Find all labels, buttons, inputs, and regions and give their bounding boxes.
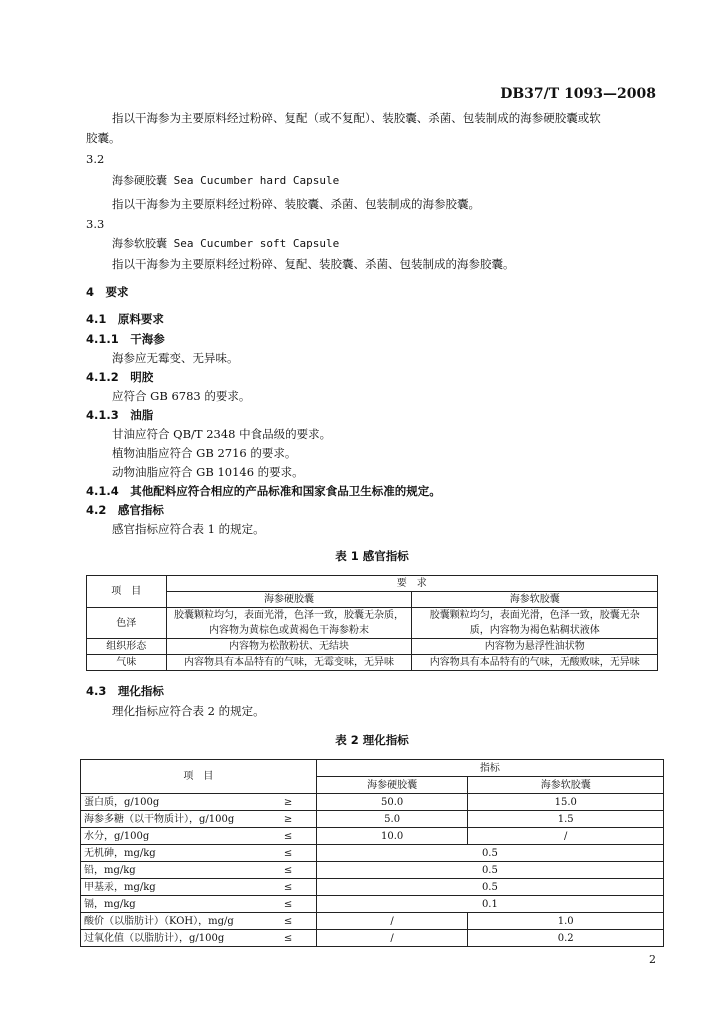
section-4-2-text: 感官指标应符合表 1 的规定。 [112, 522, 265, 536]
t1-color-hard-line-2: 内容物为黄棕色或黄褐色干海参粉末 [208, 625, 369, 636]
section-4-1-2-heading: 4.1.2 明胶 [86, 370, 154, 384]
section-4-heading: 4 要求 [86, 285, 129, 299]
t2-row-operator: ≤ [260, 930, 316, 947]
section-4-3-heading: 4.3 理化指标 [86, 684, 164, 698]
document-code: DB37/T 1093—2008 [500, 86, 656, 102]
t1-header-requirement: 要 求 [166, 576, 657, 592]
section-4-1-3-text-3: 动物油脂应符合 GB 10146 的要求。 [112, 465, 304, 479]
table-row [87, 639, 658, 655]
t2-row-name: 酸价（以脂肪计）（KOH），mg/g [81, 913, 261, 930]
t1-odor-label: 气味 [87, 655, 167, 671]
t2-row-name: 无机砷，mg/kg [81, 845, 261, 862]
t1-color-soft-line-2: 质，内容物为褐色粘稠状液体 [469, 625, 600, 636]
section-4-1-3-heading: 4.1.3 油脂 [86, 408, 154, 422]
table-row [81, 828, 664, 845]
table-row [81, 862, 664, 879]
t2-header-index: 指标 [316, 760, 663, 777]
section-3-3-number: 3.3 [86, 217, 105, 231]
t2-row-both: 0.5 [316, 879, 663, 896]
t1-color-hard-line-1: 胶囊颗粒均匀，表面光滑，色泽一致，胶囊无杂质， [173, 610, 404, 621]
section-4-1-1-text: 海参应无霉变、无异味。 [112, 351, 239, 365]
t2-row-name: 蛋白质，g/100g [81, 794, 261, 811]
t2-row-soft: 15.0 [468, 794, 664, 811]
t2-row-operator: ≥ [260, 811, 316, 828]
term-hard-capsule: 海参硬胶囊 Sea Cucumber hard Capsule [112, 174, 340, 187]
t2-row-operator: ≤ [260, 862, 316, 879]
t2-row-hard: 50.0 [316, 794, 468, 811]
t1-header-soft: 海参软胶囊 [412, 592, 658, 608]
section-4-1-heading: 4.1 原料要求 [86, 312, 164, 326]
t1-texture-label: 组织形态 [87, 639, 167, 655]
term-soft-capsule: 海参软胶囊 Sea Cucumber soft Capsule [112, 237, 340, 250]
t2-row-soft: / [468, 828, 664, 845]
table-row [81, 811, 664, 828]
t2-row-soft: 1.0 [468, 913, 664, 930]
section-4-1-1-heading: 4.1.1 干海参 [86, 332, 165, 346]
t2-row-operator: ≤ [260, 845, 316, 862]
t2-row-operator: ≤ [260, 879, 316, 896]
section-4-1-3-text-2: 植物油脂应符合 GB 2716 的要求。 [112, 446, 297, 460]
t2-row-operator: ≤ [260, 896, 316, 913]
t2-row-name: 铅，mg/kg [81, 862, 261, 879]
t1-header-item: 项 目 [87, 576, 167, 608]
t1-header-hard: 海参硬胶囊 [166, 592, 412, 608]
table-row [81, 896, 664, 913]
t2-row-name: 甲基汞，mg/kg [81, 879, 261, 896]
t2-row-soft: 0.2 [468, 930, 664, 947]
t2-row-hard: / [316, 930, 468, 947]
section-4-2-heading: 4.2 感官指标 [86, 503, 164, 517]
table-2-caption: 表 2 理化指标 [335, 733, 409, 747]
definition-3-1-line-2: 胶囊。 [86, 131, 121, 145]
section-4-3-text: 理化指标应符合表 2 的规定。 [112, 704, 265, 718]
definition-hard-capsule: 指以干海参为主要原料经过粉碎、装胶囊、杀菌、包装制成的海参胶囊。 [112, 197, 480, 211]
table-row [81, 930, 664, 947]
t2-row-operator: ≥ [260, 794, 316, 811]
t2-header-hard: 海参硬胶囊 [316, 777, 468, 794]
table-row [87, 608, 658, 639]
table-row [81, 794, 664, 811]
page-number: 2 [649, 953, 656, 966]
section-4-1-3-text-1: 甘油应符合 QB/T 2348 中食品级的要求。 [112, 427, 332, 441]
t2-row-name: 过氧化值（以脂肪计），g/100g [81, 930, 261, 947]
t2-row-name: 水分，g/100g [81, 828, 261, 845]
t1-odor-hard: 内容物具有本品特有的气味，无霉变味，无异味 [166, 655, 412, 671]
table-row [81, 913, 664, 930]
table-1-sensory [86, 575, 658, 671]
t2-row-both: 0.5 [316, 845, 663, 862]
section-4-1-2-text: 应符合 GB 6783 的要求。 [112, 389, 251, 403]
definition-soft-capsule: 指以干海参为主要原料经过粉碎、复配、装胶囊、杀菌、包装制成的海参胶囊。 [112, 257, 515, 271]
t2-row-soft: 1.5 [468, 811, 664, 828]
table-2-physicochemical [80, 759, 664, 947]
t2-row-operator: ≤ [260, 828, 316, 845]
t1-texture-soft: 内容物为悬浮性油状物 [412, 639, 658, 655]
t2-row-hard: 5.0 [316, 811, 468, 828]
t1-texture-hard: 内容物为松散粉状、无结块 [166, 639, 412, 655]
t2-header-soft: 海参软胶囊 [468, 777, 664, 794]
section-4-1-4-heading: 4.1.4 其他配料应符合相应的产品标准和国家食品卫生标准的规定。 [86, 484, 441, 498]
definition-3-1-line-1: 指以干海参为主要原料经过粉碎、复配（或不复配）、装胶囊、杀菌、包装制成的海参硬胶囊或软 [112, 111, 601, 125]
t1-odor-soft: 内容物具有本品特有的气味，无酸败味，无异味 [412, 655, 658, 671]
t1-color-label: 色泽 [87, 608, 167, 639]
table-row [81, 879, 664, 896]
t1-color-hard [166, 608, 412, 639]
t2-row-hard: 10.0 [316, 828, 468, 845]
section-3-2-number: 3.2 [86, 152, 105, 166]
table-row [87, 655, 658, 671]
t2-row-name: 海参多糖（以干物质计），g/100g [81, 811, 261, 828]
t1-color-soft-line-1: 胶囊颗粒均匀，表面光滑，色泽一致，胶囊无杂 [429, 610, 640, 621]
t2-row-hard: / [316, 913, 468, 930]
t2-row-both: 0.5 [316, 862, 663, 879]
t2-row-name: 镉，mg/kg [81, 896, 261, 913]
table-row [81, 845, 664, 862]
t2-row-operator: ≤ [260, 913, 316, 930]
table-1-caption: 表 1 感官指标 [335, 549, 409, 563]
t1-color-soft [412, 608, 658, 639]
t2-header-item: 项 目 [81, 760, 317, 794]
t2-row-both: 0.1 [316, 896, 663, 913]
